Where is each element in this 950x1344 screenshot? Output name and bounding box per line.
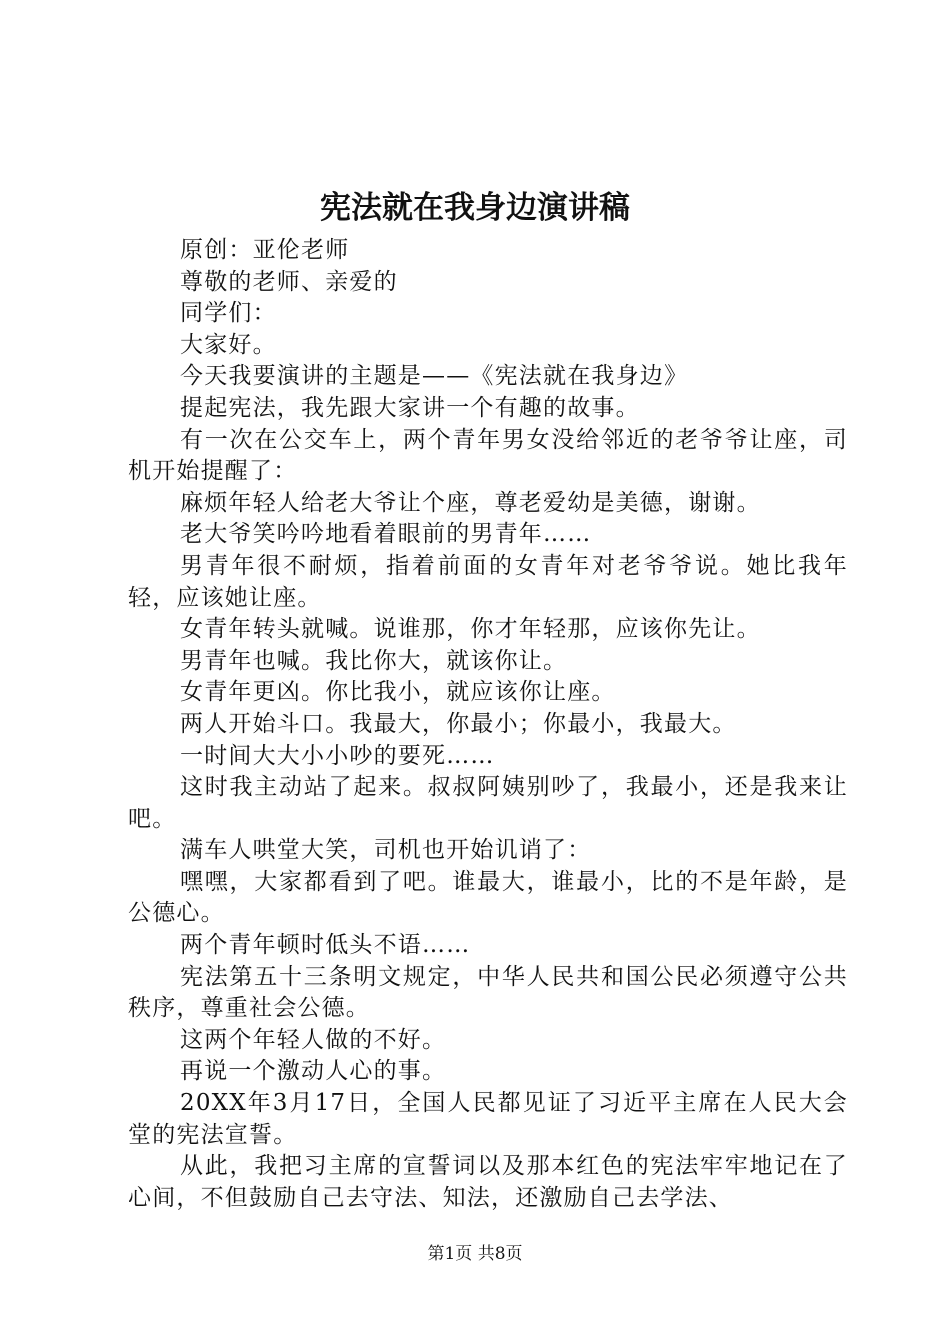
paragraph: 有一次在公交车上，两个青年男女没给邻近的老爷爷让座，司机开始提醒了： bbox=[128, 426, 848, 485]
paragraph: 从此，我把习主席的宣誓词以及那本红色的宪法牢牢地记在了心间，不但鼓励自己去守法、知法，还激励自己去学法、 bbox=[128, 1153, 848, 1211]
paragraph: 20XX年3月17日，全国人民都见证了习近平主席在人民大会堂的宪法宣誓。 bbox=[128, 1090, 848, 1148]
paragraph: 今天我要演讲的主题是——《宪法就在我身边》 bbox=[180, 363, 689, 390]
paragraph: 同学们： bbox=[180, 300, 277, 327]
paragraph: 再说一个激动人心的事。 bbox=[180, 1058, 447, 1085]
paragraph: 两人开始斗口。我最大，你最小；你最小，我最大。 bbox=[180, 710, 737, 737]
document-body bbox=[128, 235, 848, 1214]
paragraph: 大家好。 bbox=[180, 331, 277, 358]
paragraph: 老大爷笑吟吟地看着眼前的男青年…… bbox=[180, 521, 592, 548]
paragraph: 男青年很不耐烦，指着前面的女青年对老爷爷说。她比我年轻，应该她让座。 bbox=[128, 552, 848, 611]
paragraph: 原创：亚伦老师 bbox=[180, 237, 350, 263]
paragraph: 这时我主动站了起来。叔叔阿姨别吵了，我最小，还是我来让吧。 bbox=[128, 774, 848, 832]
paragraph: 女青年转头就喊。说谁那，你才年轻那，应该你先让。 bbox=[180, 616, 761, 643]
paragraph: 麻烦年轻人给老大爷让个座，尊老爱幼是美德，谢谢。 bbox=[180, 489, 761, 516]
paragraph: 宪法第五十三条明文规定，中华人民共和国公民必须遵守公共秩序，尊重社会公德。 bbox=[128, 963, 848, 1022]
paragraph: 嘿嘿，大家都看到了吧。谁最大，谁最小，比的不是年龄，是公德心。 bbox=[128, 868, 848, 927]
document-title: 宪法就在我身边演讲稿 bbox=[320, 190, 630, 226]
paragraph: 两个青年顿时低头不语…… bbox=[180, 932, 471, 959]
paragraph: 一时间大大小小吵的要死…… bbox=[180, 742, 495, 769]
page-number-footer: 第1页 共8页 bbox=[427, 1244, 523, 1264]
paragraph: 满车人哄堂大笑，司机也开始讥诮了： bbox=[180, 837, 592, 864]
paragraph: 尊敬的老师、亲爱的 bbox=[180, 268, 398, 295]
paragraph: 男青年也喊。我比你大，就该你让。 bbox=[180, 647, 568, 674]
paragraph: 女青年更凶。你比我小，就应该你让座。 bbox=[180, 679, 616, 706]
paragraph: 这两个年轻人做的不好。 bbox=[180, 1026, 447, 1053]
paragraph: 提起宪法，我先跟大家讲一个有趣的故事。 bbox=[180, 394, 640, 421]
